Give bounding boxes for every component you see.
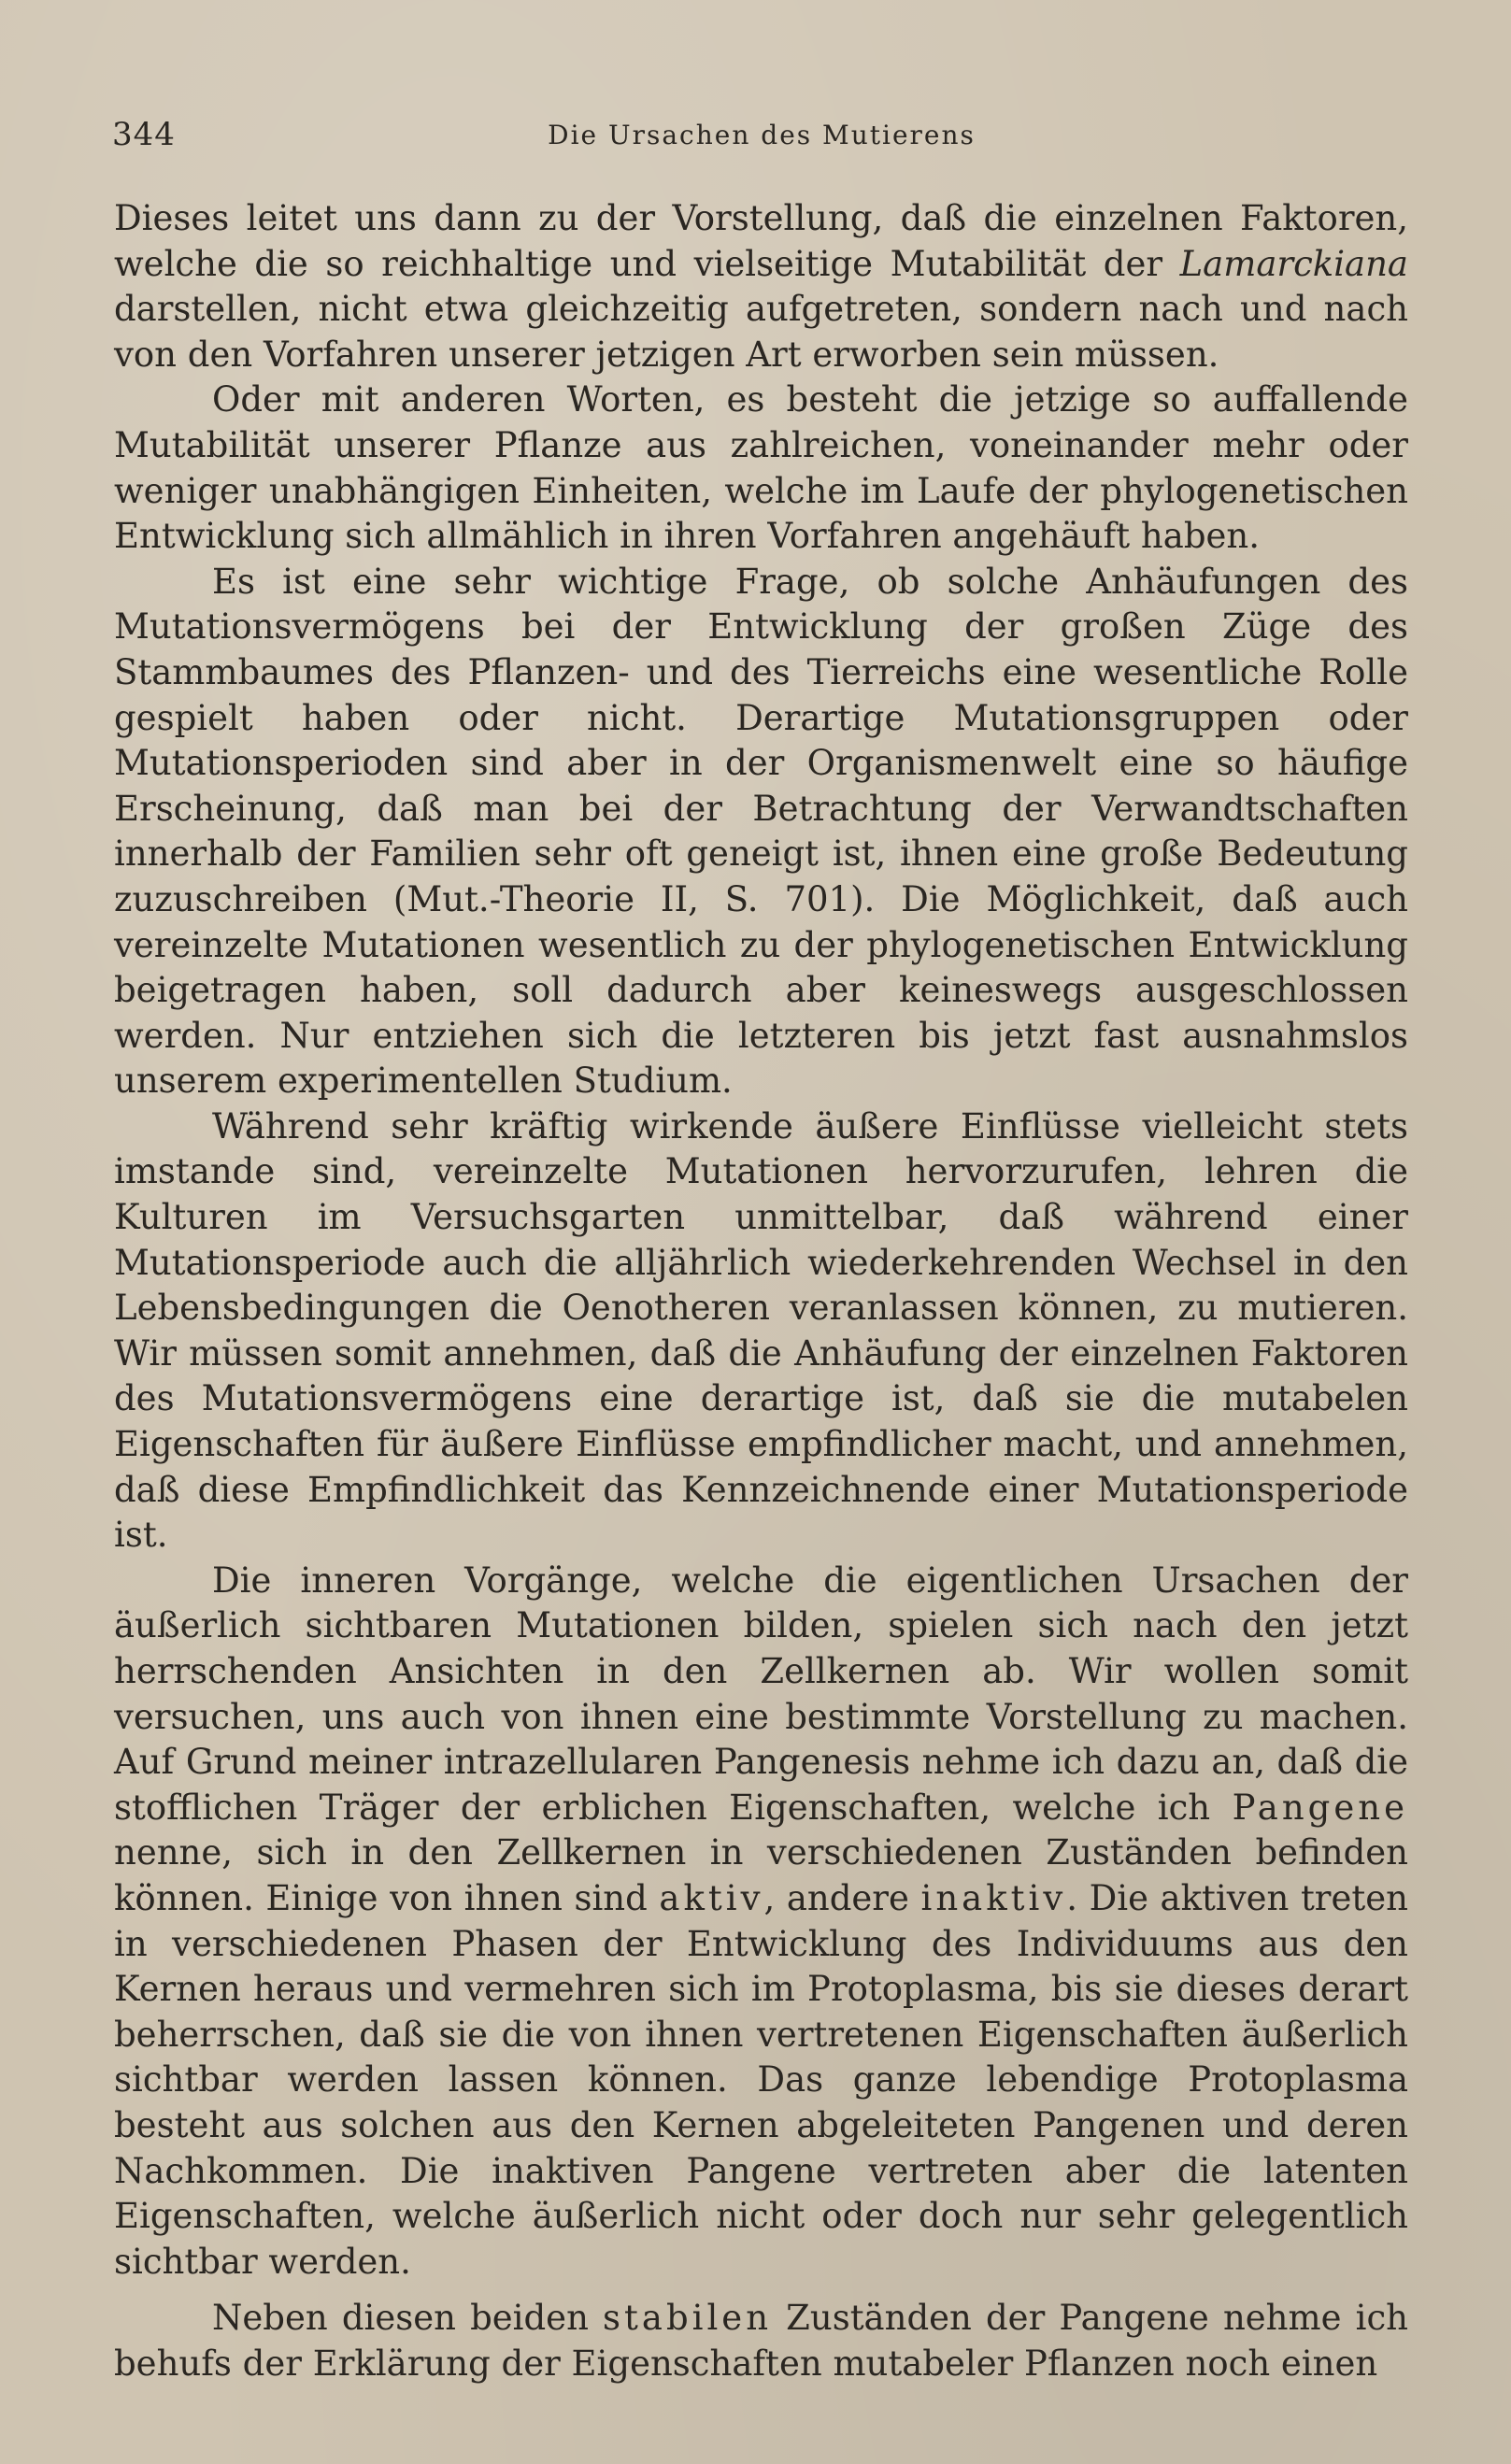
text-run: Oder mit anderen Worten, es besteht die jetzige so auffallende Mutabilität unserer Pflanze aus zahlreichen, voneinander mehr oder weniger unabhängigen Einheiten, welche im Laufe der phylogenetischen Entwicklung sich allmählich in ihren Vorfahren angehäuft haben. xyxy=(114,379,1408,557)
text-run: Zuständen der Pangene nehme ich behufs der Erklärung der Eigenschaften mutabeler Pflanzen noch einen xyxy=(114,2298,1408,2384)
text-run: . Die aktiven treten in verschiedenen Phasen der Entwicklung des Individuums aus den Kernen heraus und vermehren sich im Protoplasma, bis sie dieses derart beherrschen, daß sie die von ihnen vertretenen Eigenschaften äußerlich sichtbar werden lassen können. Das ganze lebendige Protoplasma besteht aus solchen aus den Kernen abgeleiteten Pangenen und deren Nachkommen. Die inaktiven Pangene vertreten aber die latenten Eigenschaften, welche äußerlich nicht oder doch nur sehr gelegentlich sichtbar werden. xyxy=(114,1877,1408,2282)
paragraph xyxy=(114,1559,1408,2286)
body-text xyxy=(114,196,1408,2387)
text-run: Es ist eine sehr wichtige Frage, ob solche Anhäufungen des Mutationsvermögens bei der Entwicklung der großen Züge des Stammbaumes des Pflanzen- und des Tierreichs eine wesentliche Rolle gespielt haben oder nicht. Derartige Mutationsgruppen oder Mutationsperioden sind aber in der Organismenwelt eine so häufige Erscheinung, daß man bei der Betrachtung der Verwandtschaften innerhalb der Familien sehr oft geneigt ist, ihnen eine große Bedeutung zuzuschreiben (Mut.-Theorie II, S. 701). Die Möglichkeit, daß auch vereinzelte Mutationen wesentlich zu der phylogenetischen Entwicklung beigetragen haben, soll dadurch aber keineswegs ausgeschlossen werden. Nur entziehen sich die letzteren bis jetzt fast ausnahmslos unserem experimentellen Studium. xyxy=(114,561,1408,1102)
text-run: nenne, sich in den Zellkernen in verschiedenen Zuständen befinden können. Einige von ihnen sind xyxy=(114,1832,1408,1918)
italic-term: Lamarckiana xyxy=(1179,243,1408,284)
text-run: Während sehr kräftig wirkende äußere Einflüsse vielleicht stets imstande sind, vereinzelte Mutationen hervorzurufen, lehren die Kulturen im Versuchsgarten unmittelbar, daß während einer Mutationsperiode auch die alljährlich wiederkehrenden Wechsel in den Lebensbedingungen die Oenotheren veranlassen können, zu mutieren. Wir müssen somit annehmen, daß die Anhäufung der einzelnen Faktoren des Mutationsvermögens eine derartige ist, daß sie die mutabelen Eigenschaften für äußere Einflüsse empfindlicher macht, und annehmen, daß diese Empfindlichkeit das Kennzeichnende einer Mutationsperiode ist. xyxy=(114,1105,1408,1556)
page-header xyxy=(112,116,1411,163)
page-number: 344 xyxy=(112,116,176,153)
text-run: Dieses leitet uns dann zu der Vorstellung, daß die einzelnen Faktoren, welche die so reichhaltige und vielseitige Mutabilität der xyxy=(114,198,1408,284)
text-run: Die inneren Vorgänge, welche die eigentlichen Ursachen der äußerlich sichtbaren Mutationen bilden, spielen sich nach den jetzt herrschenden Ansichten in den Zellkernen ab. Wir wollen somit versuchen, uns auch von ihnen eine bestimmte Vorstellung zu machen. Auf Grund meiner intrazellularen Pangenesis nehme ich dazu an, daß die stofflichen Träger der erblichen Eigenschaften, welche ich xyxy=(114,1560,1408,1828)
text-run: darstellen, nicht etwa gleichzeitig aufgetreten, sondern nach und nach von den Vorfahren unserer jetzigen Art erworben sein müssen. xyxy=(114,289,1408,375)
spaced-term: Pangene xyxy=(1232,1787,1408,1828)
paragraph xyxy=(114,377,1408,559)
paragraph xyxy=(114,196,1408,377)
spaced-term: aktiv xyxy=(659,1877,764,1918)
spaced-term: inaktiv xyxy=(920,1877,1067,1918)
spaced-term: stabilen xyxy=(603,2298,773,2339)
paragraph xyxy=(114,560,1408,1104)
running-title: Die Ursachen des Mutierens xyxy=(548,120,976,150)
text-run: , andere xyxy=(763,1877,921,1918)
paragraph xyxy=(114,1104,1408,1559)
paragraph xyxy=(114,2296,1408,2386)
text-run: Neben diesen beiden xyxy=(212,2298,604,2339)
